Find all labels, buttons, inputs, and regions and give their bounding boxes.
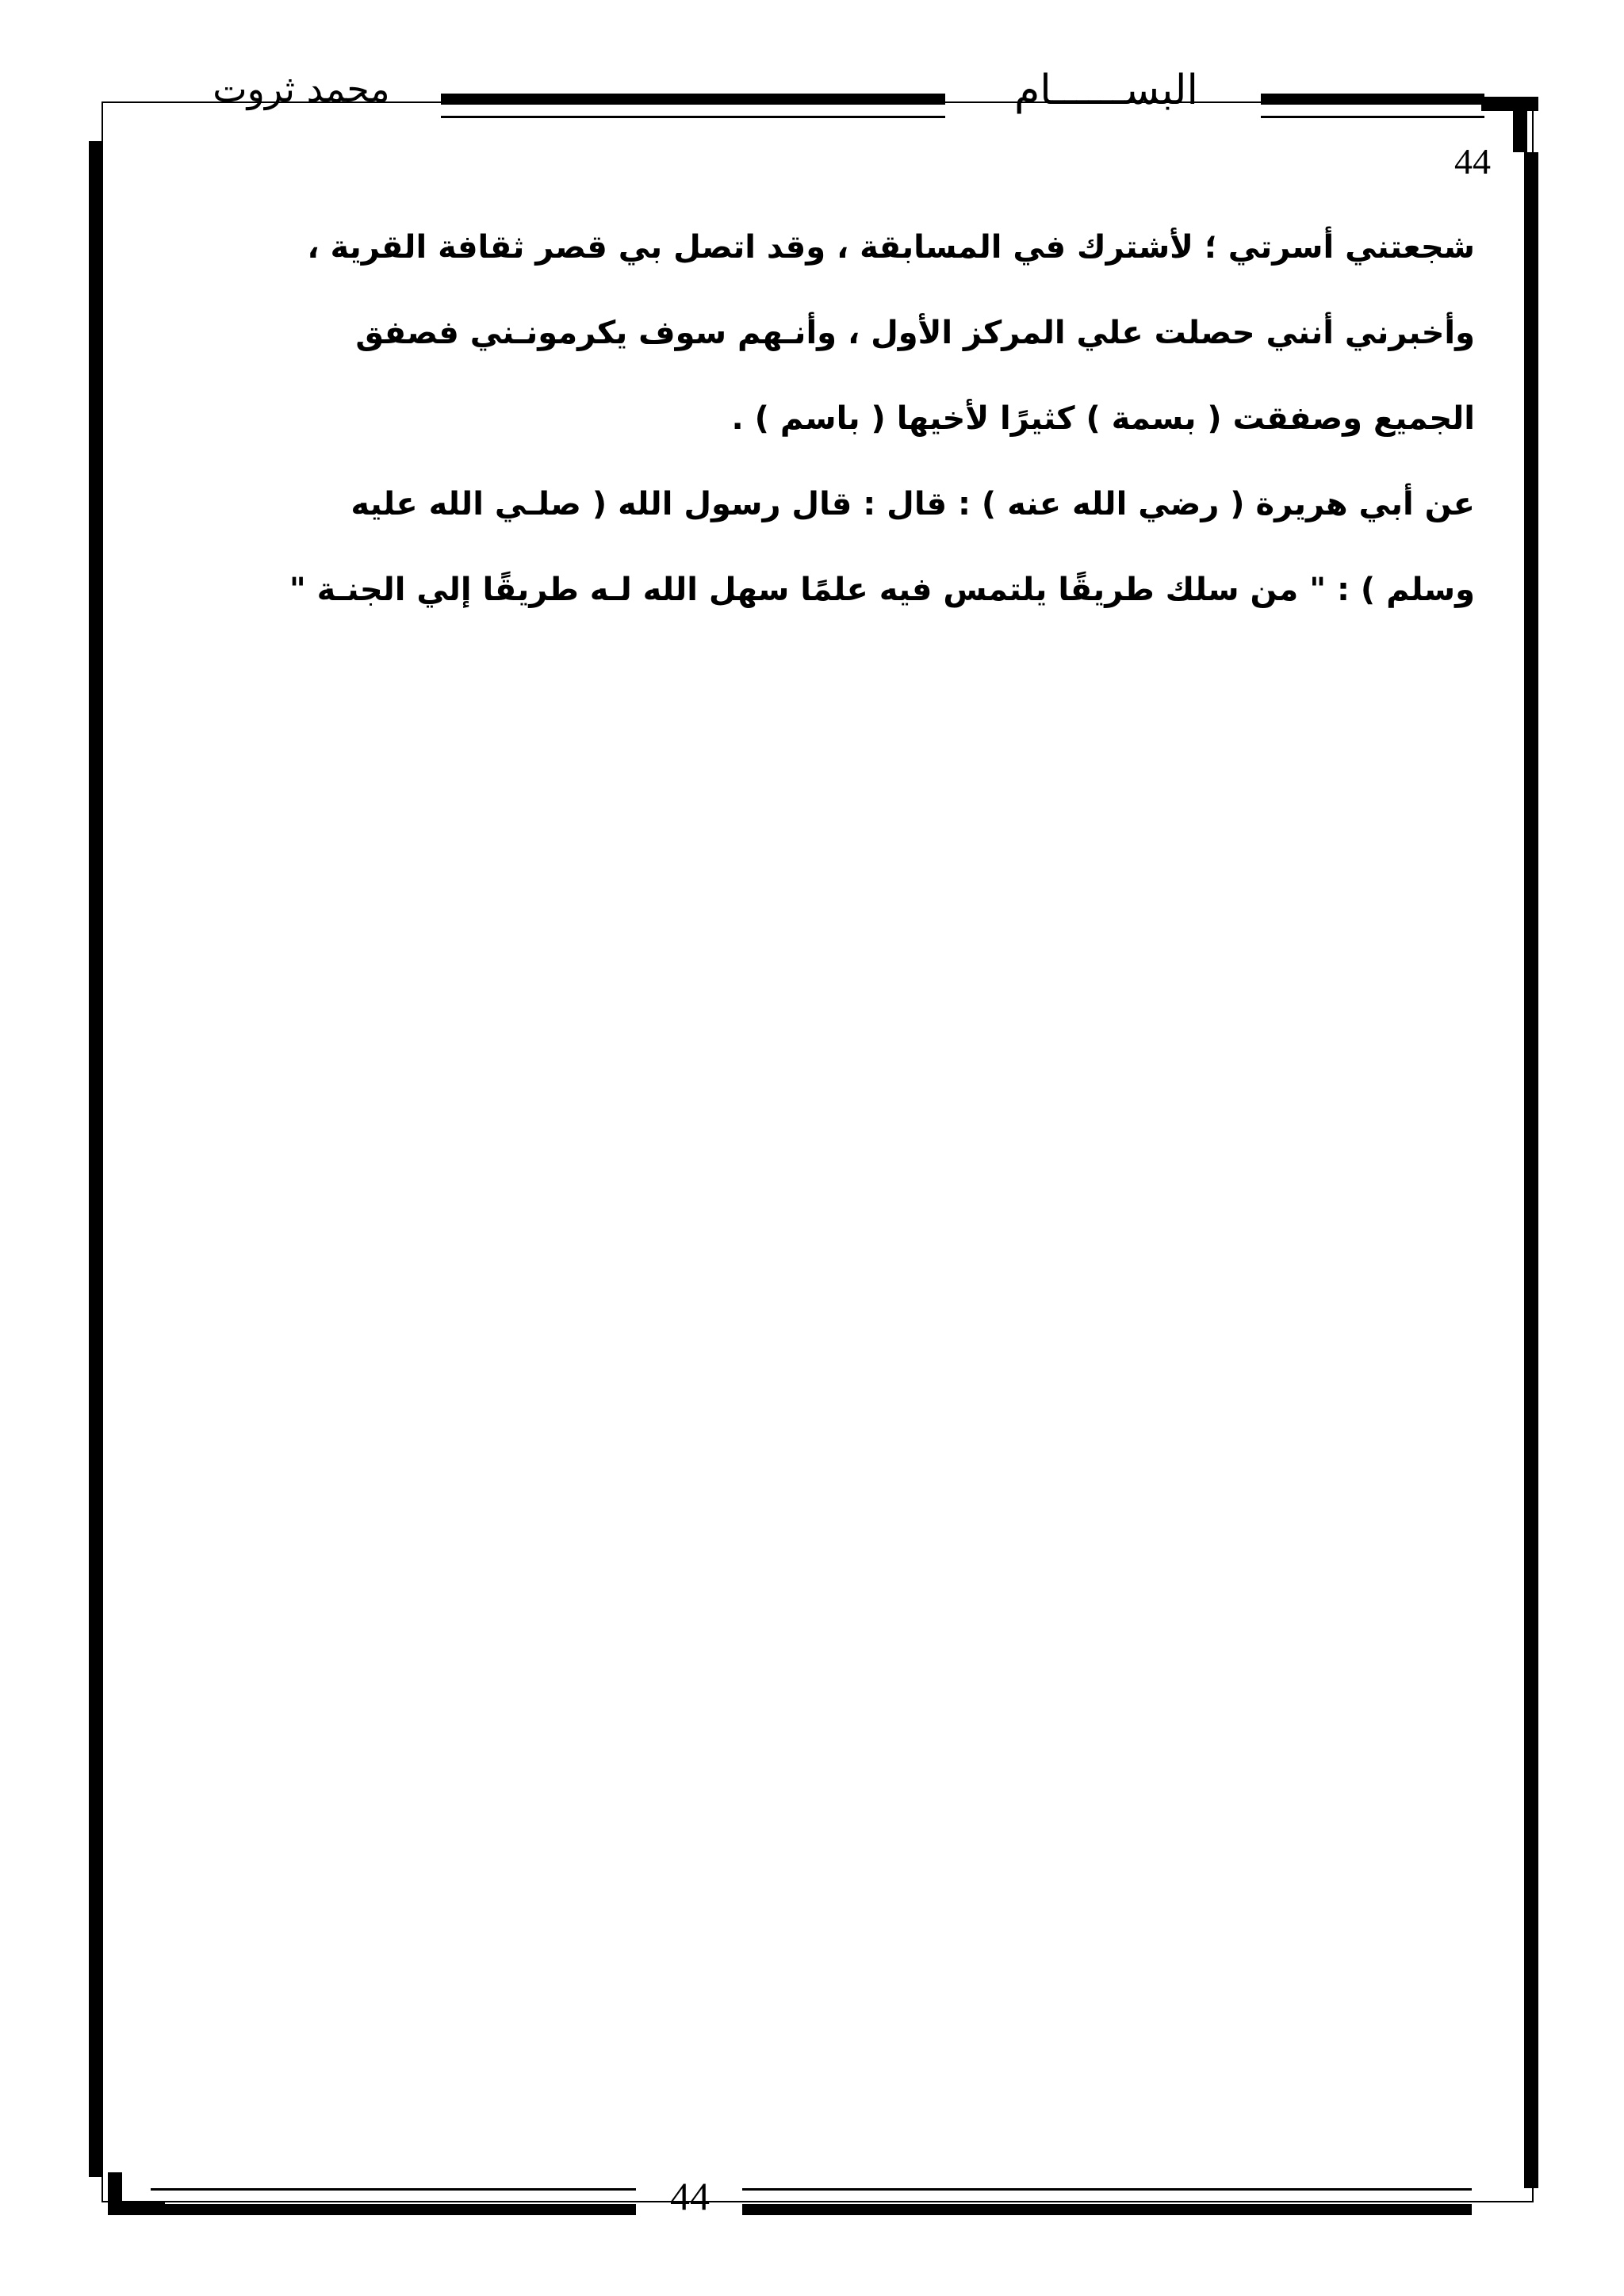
frame-corner-top-right-vertical [1513, 111, 1527, 152]
body-line: شجعتني أسرتي ؛ لأشترك في المسابقة ، وقد اتصل بي قصر ثقافة القرية ، [307, 229, 1475, 266]
footer-rule-left-thin [151, 2188, 636, 2191]
frame-corner-top-right-horizontal [1481, 97, 1538, 111]
body-line: وأخبرني أنني حصلت علي المركز الأول ، وأنـهم سوف يكرمونـني فصفق [355, 315, 1475, 351]
page-frame-right-bar [1524, 152, 1538, 2188]
header-rule-right-thick [1261, 94, 1484, 105]
author-name: محمد ثروت [213, 67, 390, 110]
page-number-top: 44 [1454, 141, 1491, 182]
body-line: عن أبي هريرة ( رضي الله عنه ) : قال : قال رسول الله ( صلـي الله عليه [350, 486, 1475, 522]
header-rule-left-thin [441, 116, 945, 118]
page-number-bottom: 44 [670, 2174, 710, 2218]
footer-rule-right-thin [742, 2188, 1472, 2191]
header-rule-right-thin [1261, 116, 1484, 118]
footer-rule-left-thick [151, 2204, 636, 2215]
footer-rule-right-thick [742, 2204, 1472, 2215]
header-rule-left-thick [441, 94, 945, 105]
page-frame-left-bar [89, 141, 103, 2177]
body-text [159, 205, 1475, 633]
body-line: الجميع وصفقت ( بسمة ) كثيرًا لأخيها ( باسم ) . [731, 400, 1475, 437]
book-title: البســــــام [1014, 67, 1198, 114]
body-line: وسلم ) : " من سلك طريقًا يلتمس فيه علمًا سهل الله لـه طريقًا إلي الجنـة " [289, 572, 1475, 608]
